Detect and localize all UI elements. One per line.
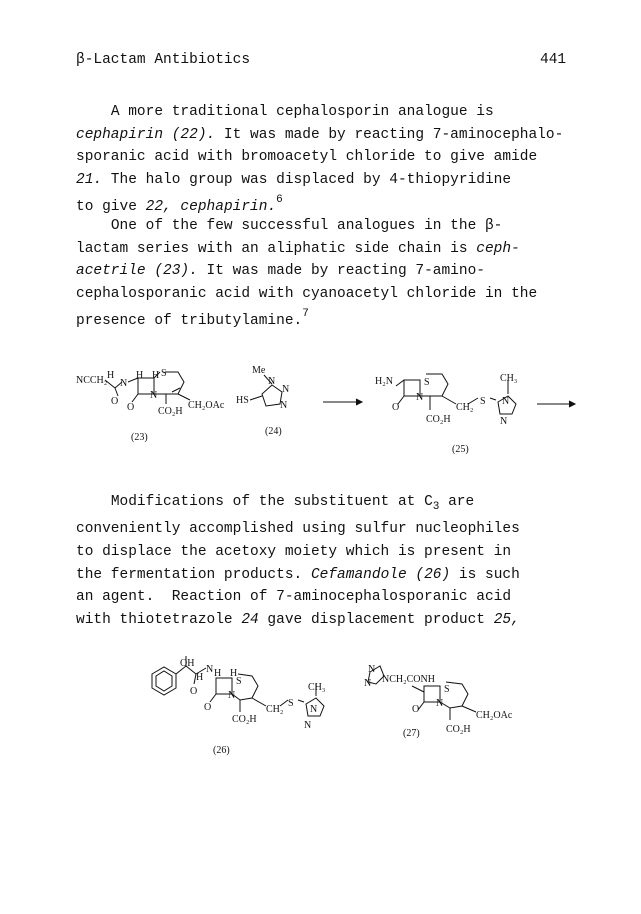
svg-text:O: O bbox=[204, 702, 212, 713]
svg-text:CO₂H: CO₂H bbox=[446, 724, 471, 735]
para2-line1: One of the few successful analogues in the β- bbox=[110, 218, 503, 234]
svg-text:S: S bbox=[480, 396, 486, 407]
svg-text:N: N bbox=[364, 678, 372, 689]
para1-line3: sporanic acid with bromoacetyl chloride to give amide bbox=[76, 149, 538, 166]
svg-text:H: H bbox=[152, 370, 160, 381]
svg-text:N: N bbox=[304, 720, 312, 731]
para3-line4: the fermentation products. Cefamandole (26) is such bbox=[76, 566, 520, 583]
svg-text:N: N bbox=[416, 392, 424, 403]
para3-line6: with thiotetrazole 24 gave displacement product 25, bbox=[76, 611, 520, 628]
reference-6: 6 bbox=[276, 194, 283, 207]
svg-text:Me: Me bbox=[252, 365, 266, 376]
svg-text:H: H bbox=[136, 370, 144, 381]
svg-text:N: N bbox=[502, 396, 510, 407]
svg-text:O: O bbox=[392, 402, 400, 413]
scheme2-atom-labels bbox=[180, 658, 513, 735]
svg-text:O: O bbox=[190, 686, 198, 697]
svg-text:S: S bbox=[236, 676, 242, 687]
para3-line3: to displace the acetoxy moiety which is present in bbox=[76, 544, 512, 561]
svg-text:NCH₂CONH: NCH₂CONH bbox=[382, 674, 435, 685]
para2-line3: acetrile (23). It was made by reacting 7-amino- bbox=[76, 263, 485, 280]
para3-line1: Modifications of the substituent at $C_3$ are bbox=[110, 494, 475, 513]
svg-text:CO₂H: CO₂H bbox=[158, 406, 183, 417]
paragraph-c3-modifications bbox=[76, 491, 606, 631]
reference-7: 7 bbox=[302, 308, 309, 321]
svg-text:S: S bbox=[288, 698, 294, 709]
label-compound-27: (27) bbox=[403, 728, 420, 739]
svg-text:N: N bbox=[280, 400, 288, 411]
svg-text:N: N bbox=[150, 390, 158, 401]
svg-text:CH₂OAc: CH₂OAc bbox=[476, 710, 513, 721]
svg-text:N: N bbox=[268, 376, 276, 387]
svg-text:S: S bbox=[161, 368, 167, 379]
svg-text:CO₂H: CO₂H bbox=[426, 414, 451, 425]
compound-name-cephapirin: cephapirin (22). bbox=[76, 126, 216, 143]
svg-text:O: O bbox=[127, 402, 135, 413]
para1-line4: 21. The halo group was displaced by 4-thiopyridine bbox=[76, 171, 512, 188]
para3-line2: conveniently accomplished using sulfur nucleophiles bbox=[76, 521, 520, 538]
svg-text:H: H bbox=[196, 672, 204, 683]
para2-line4: cephalosporanic acid with cyanoacetyl chloride in the bbox=[76, 285, 538, 302]
para1-line5: to give 22, cephapirin.$^6$ bbox=[76, 194, 283, 216]
page-number: 441 bbox=[540, 52, 567, 68]
running-title: β-Lactam Antibiotics bbox=[76, 52, 251, 68]
svg-text:O: O bbox=[111, 396, 119, 407]
svg-text:S: S bbox=[424, 377, 430, 388]
svg-text:S: S bbox=[444, 684, 450, 695]
para2-line2: lactam series with an aliphatic side chain is ceph- bbox=[76, 240, 520, 257]
svg-text:CH₂: CH₂ bbox=[456, 402, 474, 413]
svg-text:N: N bbox=[436, 698, 444, 709]
svg-text:CH₂: CH₂ bbox=[266, 704, 284, 715]
svg-text:H: H bbox=[214, 668, 222, 679]
svg-text:H₂N: H₂N bbox=[375, 376, 393, 387]
label-compound-25: (25) bbox=[452, 444, 469, 455]
compound-name-cefamandole: Cefamandole (26) bbox=[310, 566, 451, 583]
para1-line2: cephapirin (22). It was made by reacting 7-aminocephalo- bbox=[76, 126, 564, 143]
svg-text:O: O bbox=[412, 704, 420, 715]
svg-text:N: N bbox=[500, 416, 508, 427]
svg-text:CH₃: CH₃ bbox=[308, 682, 326, 693]
svg-text:N: N bbox=[206, 664, 214, 675]
para3-line5: an agent. Reaction of 7-aminocephalosporanic acid bbox=[76, 589, 512, 606]
svg-text:N: N bbox=[368, 664, 376, 675]
svg-text:CH₃: CH₃ bbox=[500, 373, 518, 384]
svg-text:N: N bbox=[310, 704, 318, 715]
svg-text:OH: OH bbox=[180, 658, 195, 669]
para2-line5: presence of tributylamine.$^7$ bbox=[76, 308, 309, 330]
svg-text:H: H bbox=[107, 370, 115, 381]
label-compound-23: (23) bbox=[131, 432, 148, 443]
svg-text:N: N bbox=[120, 378, 128, 389]
svg-text:HS: HS bbox=[236, 395, 249, 406]
atom-ncch2: NCCH₂ bbox=[76, 375, 108, 386]
svg-text:CO₂H: CO₂H bbox=[232, 714, 257, 725]
para1-line1: A more traditional cephalosporin analogue is bbox=[110, 104, 494, 120]
svg-text:CH₂OAc: CH₂OAc bbox=[188, 400, 225, 411]
svg-text:N: N bbox=[228, 690, 236, 701]
svg-text:N: N bbox=[282, 384, 290, 395]
label-compound-26: (26) bbox=[213, 745, 230, 756]
scheme1-atom-labels bbox=[76, 365, 517, 427]
svg-text:H: H bbox=[230, 668, 238, 679]
label-compound-24: (24) bbox=[265, 426, 282, 437]
